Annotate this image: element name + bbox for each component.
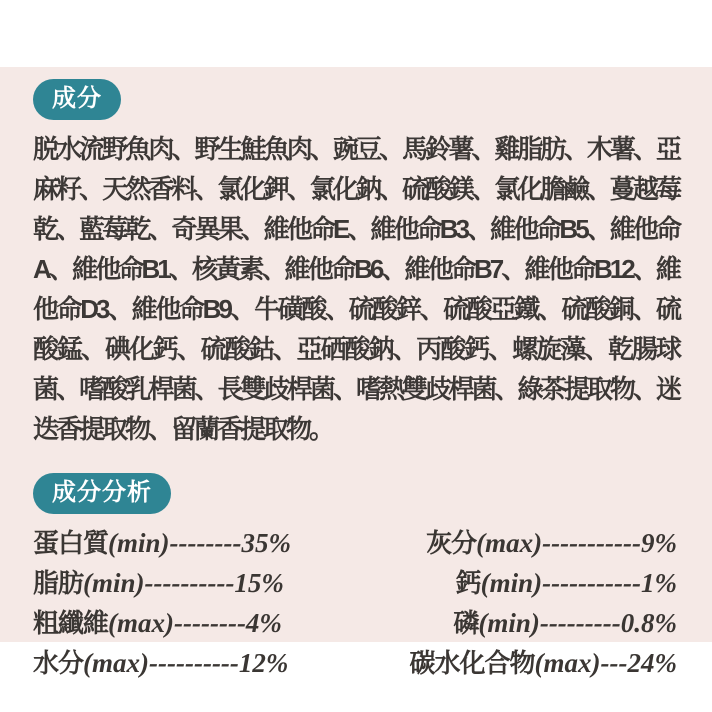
ingredients-section: [33, 79, 679, 449]
analysis-detail: (max)-----------9%: [476, 528, 677, 558]
analysis-row-carbohydrate: [367, 647, 677, 680]
analysis-detail: (min)--------35%: [108, 528, 291, 558]
analysis-grid: [33, 527, 679, 680]
analysis-detail: (min)-----------1%: [480, 568, 677, 598]
analysis-row-calcium: [367, 567, 677, 600]
analysis-label: 磷: [453, 608, 479, 638]
analysis-row-fiber: [33, 607, 349, 640]
analysis-label: 水分: [33, 648, 84, 678]
analysis-row-phosphorus: [367, 607, 677, 640]
analysis-detail: (min)----------15%: [83, 568, 284, 598]
analysis-row-protein: [33, 527, 349, 560]
analysis-row-moisture: [33, 647, 349, 680]
analysis-label: 鈣: [455, 568, 481, 598]
analysis-label: 碳水化合物: [409, 648, 535, 678]
ingredients-badge: 成分: [33, 79, 121, 120]
analysis-detail: (max)--------4%: [108, 608, 282, 638]
analysis-badge-wrap: [33, 473, 679, 514]
analysis-label: 蛋白質: [33, 528, 109, 558]
analysis-section: [33, 473, 679, 680]
ingredients-paragraph: 脱水流野魚肉、野生鮭魚肉、豌豆、馬鈴薯、雞脂肪、木薯、亞麻籽、天然香料、氯化鉀、氯化鈉、硫酸鎂、氯化膽鹼、蔓越莓乾、藍莓乾、奇異果、維他命E、維他命B3、維他命B5、維他命A、維他命B1、核黃素、維他命B6、維他命B7、維他命B12、維他命D3、維他命B9、牛磺酸、硫酸鋅、硫酸亞鐵、硫酸銅、硫酸錳、碘化鈣、硫酸鈷、亞硒酸鈉、丙酸鈣、螺旋藻、乾腸球菌、嗜酸乳桿菌、長雙歧桿菌、嗜熱雙歧桿菌、綠茶提取物、迷迭香提取物、留蘭香提取物。: [33, 134, 679, 444]
analysis-label: 脂肪: [33, 568, 84, 598]
analysis-row-fat: [33, 567, 349, 600]
analysis-detail: (max)---24%: [534, 648, 677, 678]
analysis-detail: (max)----------12%: [83, 648, 289, 678]
analysis-label: 灰分: [426, 528, 477, 558]
analysis-badge: 成分分析: [33, 473, 171, 514]
analysis-detail: (min)---------0.8%: [478, 608, 677, 638]
analysis-row-ash: [367, 527, 677, 560]
analysis-label: 粗纖維: [33, 608, 109, 638]
ingredients-panel: [0, 67, 712, 678]
